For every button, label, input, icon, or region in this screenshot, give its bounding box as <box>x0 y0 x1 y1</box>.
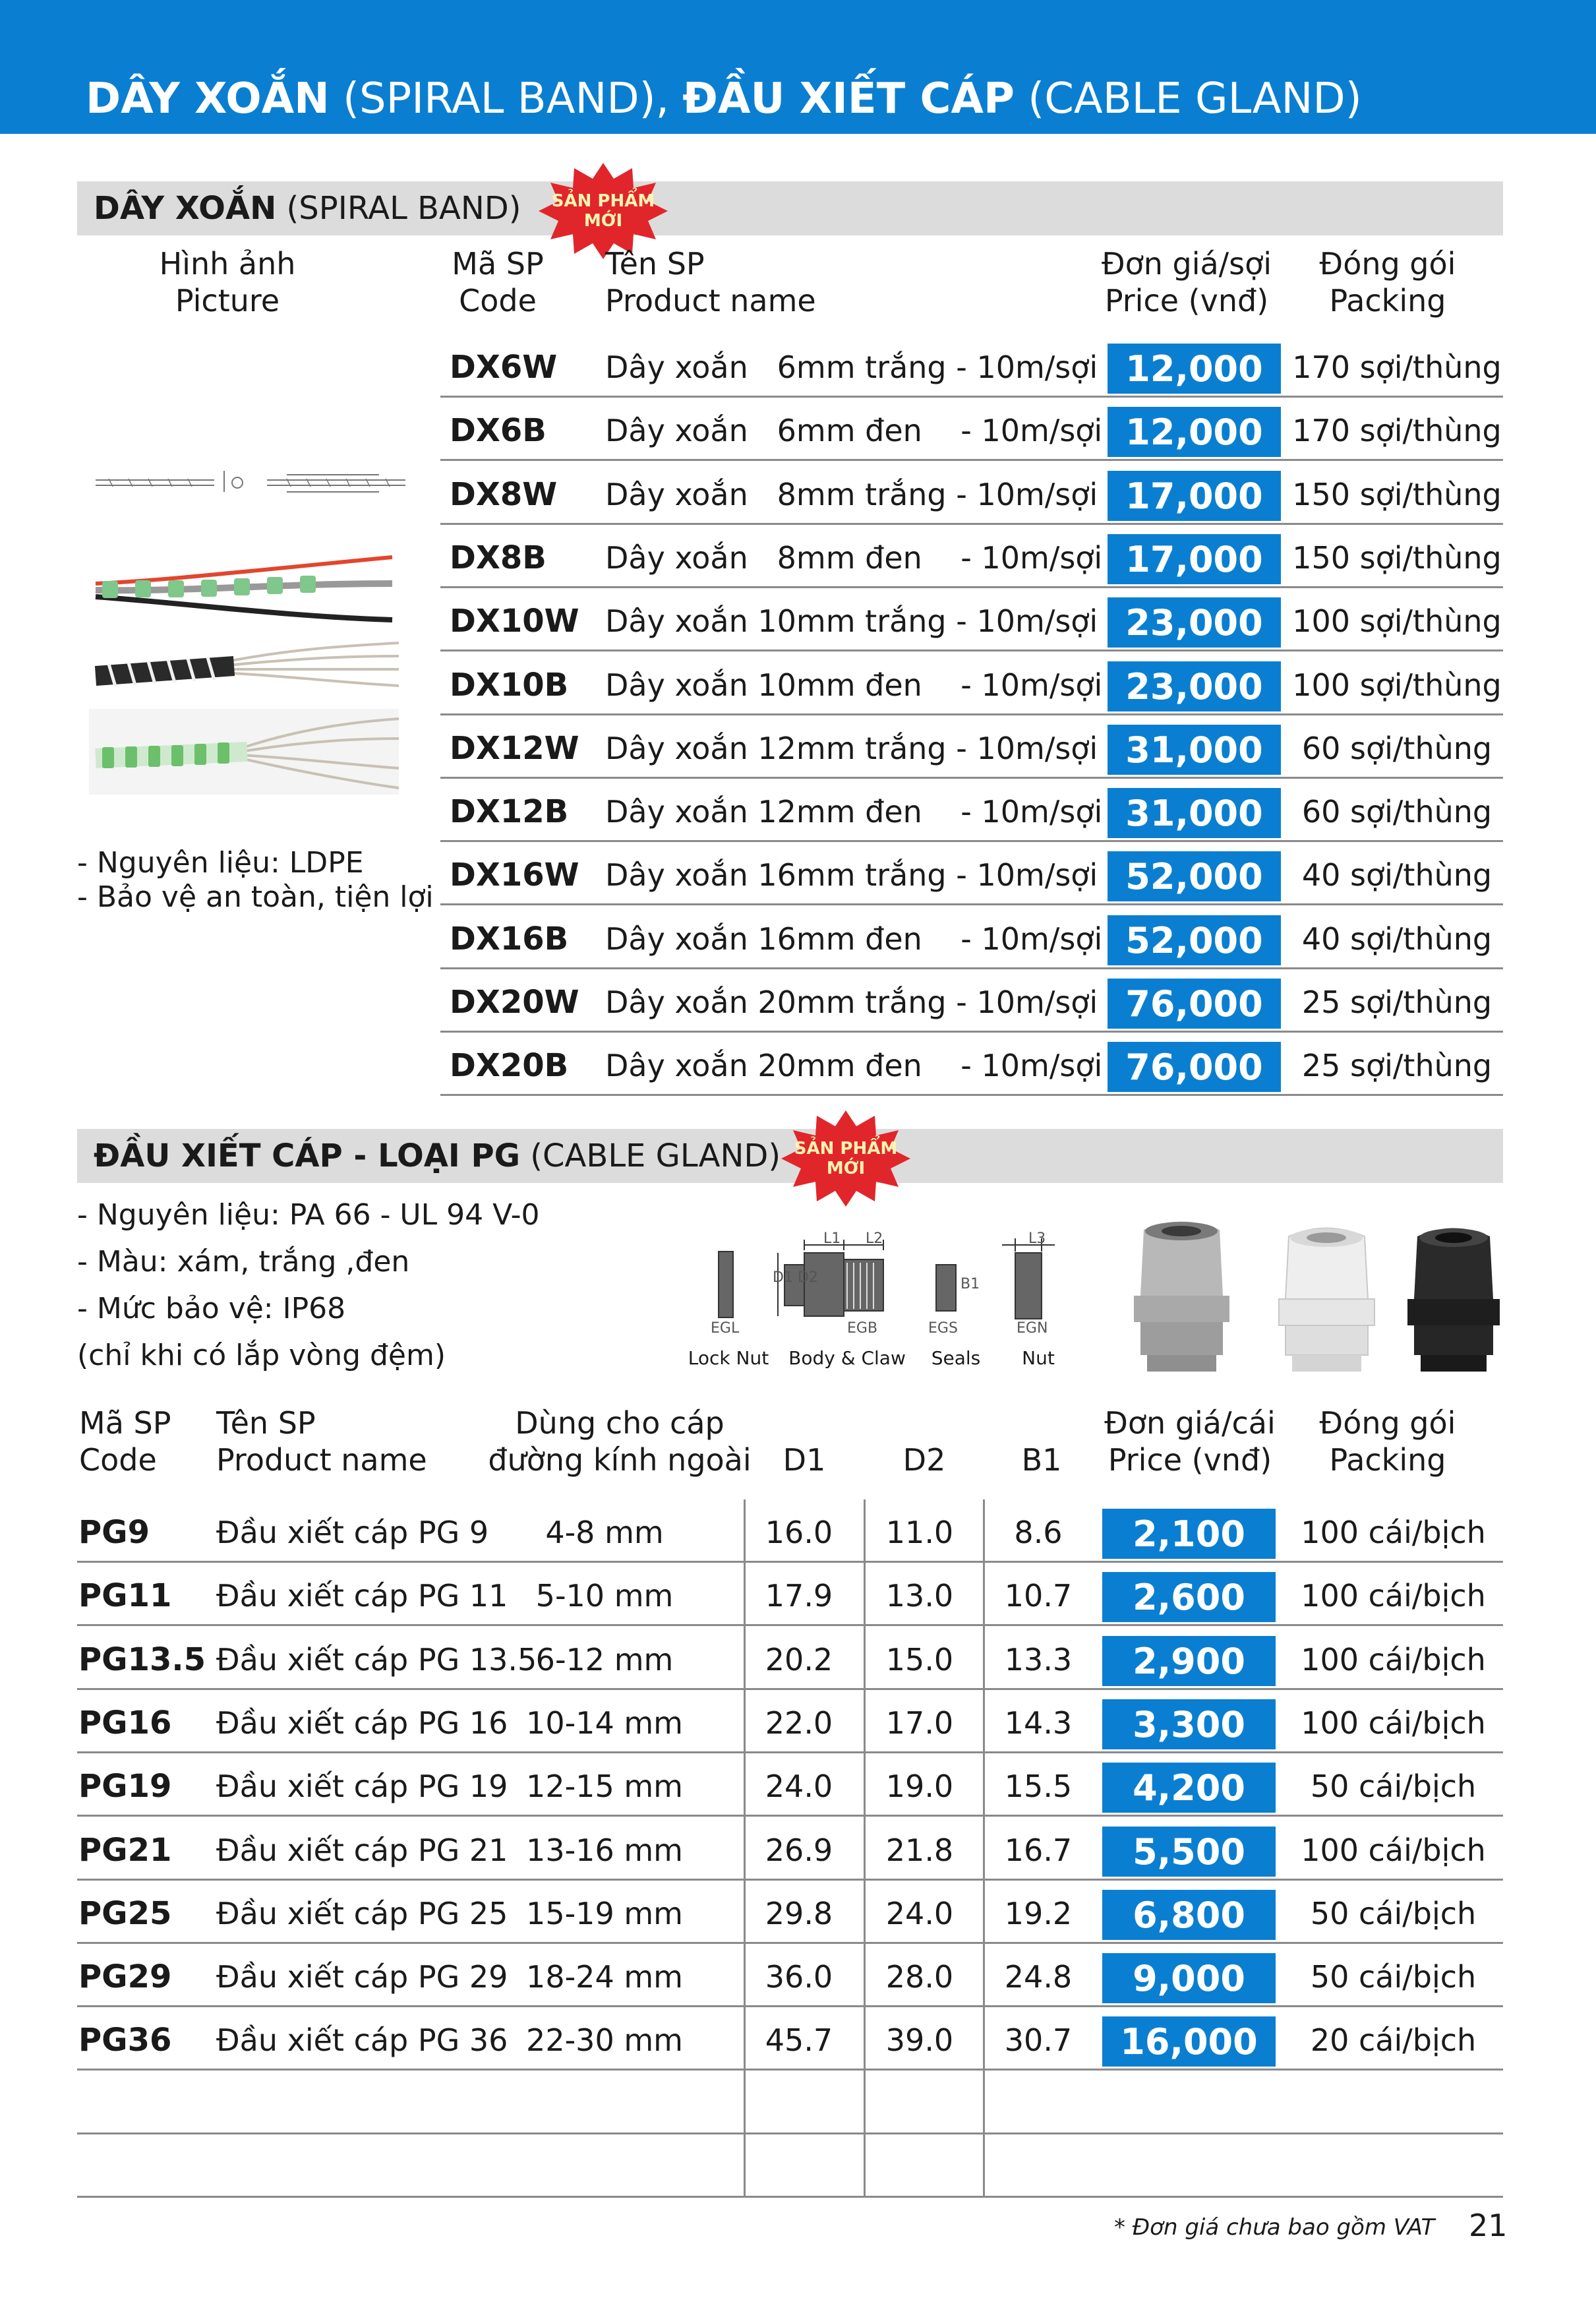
badge-line-1: SẢN PHẨM <box>551 191 655 211</box>
spiral-table-row <box>440 779 1503 842</box>
product-code: DX6B <box>450 412 547 450</box>
gland-note-seal: (chỉ khi có lắp vòng đệm) <box>77 1339 446 1372</box>
price-value: 31,000 <box>1108 725 1281 775</box>
dimension-d1: 29.8 <box>765 1895 833 1931</box>
spiral-band-photo-3 <box>89 709 399 795</box>
col-picture-vi: Hình ảnh <box>159 246 296 282</box>
gland-table-row <box>77 1627 1503 1690</box>
col-price-header <box>1094 245 1279 319</box>
packing-value: 25 sợi/thùng <box>1301 1048 1493 1084</box>
col-name-vi: Tên SP <box>605 246 705 282</box>
price-value: 2,100 <box>1102 1509 1276 1559</box>
dim-l3-label: L3 <box>1028 1230 1046 1247</box>
column-divider <box>864 1499 866 2198</box>
col-pack-vi: Đóng gói <box>1319 246 1456 282</box>
dimension-b1: 15.5 <box>1004 1769 1073 1805</box>
price-value: 76,000 <box>1108 1042 1281 1092</box>
col-pack-en: Packing <box>1329 283 1446 318</box>
spiral-table-row <box>440 334 1503 398</box>
product-name: Dây xoắn 10mm trắng - 10m/sợi <box>605 603 1098 640</box>
product-code: DX12W <box>450 729 579 767</box>
price-value: 9,000 <box>1102 1953 1276 2003</box>
price-value: 12,000 <box>1108 344 1281 394</box>
spiral-table-row <box>440 842 1503 905</box>
packing-value: 100 cái/bịch <box>1301 1641 1486 1678</box>
cable-diameter: 10-14 mm <box>526 1705 683 1741</box>
spiral-table-row <box>440 588 1503 651</box>
price-value: 12,000 <box>1108 407 1281 457</box>
gland-col-name-en: Product name <box>216 1442 427 1478</box>
dimension-b1: 10.7 <box>1004 1578 1073 1614</box>
dim-b1-label: B1 <box>961 1276 980 1292</box>
gland-col-pack-vi: Đóng gói <box>1319 1405 1456 1441</box>
dimension-d1: 22.0 <box>765 1705 833 1741</box>
packing-value: 20 cái/bịch <box>1310 2022 1477 2059</box>
page-title <box>86 66 1362 132</box>
dimension-b1: 16.7 <box>1004 1832 1073 1868</box>
packing-value: 25 sợi/thùng <box>1301 984 1493 1020</box>
col-pack-header <box>1299 245 1477 319</box>
gland-col-d1-header: D1 <box>783 1442 826 1478</box>
gland-col-price-header <box>1094 1405 1286 1478</box>
product-code: DX10W <box>450 603 579 640</box>
col-name-header <box>605 245 816 319</box>
gland-note-material: - Nguyên liệu: PA 66 - UL 94 V-0 <box>77 1198 540 1232</box>
col-code-vi: Mã SP <box>452 246 544 282</box>
packing-value: 50 cái/bịch <box>1310 1959 1477 1995</box>
gland-col-name-vi: Tên SP <box>216 1405 316 1441</box>
gland-table-row <box>77 1753 1503 1817</box>
spiral-band-photo-1 <box>89 544 399 630</box>
cable-diameter: 13-16 mm <box>526 1832 683 1868</box>
price-value: 52,000 <box>1108 915 1281 965</box>
price-value: 17,000 <box>1108 471 1281 521</box>
product-code: DX12B <box>450 793 569 831</box>
product-code: DX20W <box>450 984 579 1021</box>
gland-table-row <box>77 1690 1503 1753</box>
product-name: Dây xoắn 12mm trắng - 10m/sợi <box>605 730 1098 766</box>
product-name: Dây xoắn 10mm đen - 10m/sợi <box>605 667 1103 703</box>
product-name: Đầu xiết cáp PG 13.5 <box>216 1641 537 1678</box>
product-name: Đầu xiết cáp PG 16 <box>216 1705 508 1741</box>
price-value: 17,000 <box>1108 534 1281 584</box>
dim-l1-label: L1 <box>823 1230 841 1247</box>
gland-col-code-en: Code <box>79 1442 157 1478</box>
price-value: 23,000 <box>1108 597 1281 648</box>
product-code: DX20B <box>450 1047 569 1085</box>
packing-value: 100 sợi/thùng <box>1292 667 1502 703</box>
price-value: 3,300 <box>1102 1699 1276 1749</box>
packing-value: 150 sợi/thùng <box>1292 539 1502 576</box>
gland-table-row <box>77 1817 1503 1881</box>
packing-value: 50 cái/bịch <box>1310 1895 1477 1931</box>
badge-line-2: MỚI <box>826 1159 866 1178</box>
gland-table-row <box>77 1881 1503 1944</box>
packing-value: 170 sợi/thùng <box>1292 349 1502 385</box>
col-price-vi: Đơn giá/sợi <box>1101 246 1272 282</box>
packing-value: 60 sợi/thùng <box>1301 730 1493 766</box>
product-name: Đầu xiết cáp PG 36 <box>216 2022 508 2059</box>
product-code: DX8W <box>450 475 558 513</box>
gland-table-row <box>77 1563 1503 1626</box>
product-name: Dây xoắn 6mm trắng - 10m/sợi <box>605 349 1098 385</box>
badge-line-2: MỚI <box>583 211 623 231</box>
price-value: 2,900 <box>1102 1636 1276 1686</box>
dimension-d1: 16.0 <box>765 1515 833 1550</box>
dim-d1d2-label: D1 D2 <box>773 1269 818 1286</box>
spiral-section-bold: DÂY XOẮN <box>94 190 277 227</box>
gland-gray-photo <box>1124 1217 1239 1375</box>
dimension-d1: 45.7 <box>765 2022 833 2059</box>
part-lock-nut-label: Lock Nut <box>688 1347 769 1369</box>
dimension-b1: 30.7 <box>1004 2022 1073 2059</box>
gland-col-price-vi: Đơn giá/cái <box>1104 1405 1276 1441</box>
product-code: PG19 <box>78 1768 172 1805</box>
cable-diameter: 18-24 mm <box>526 1959 683 1995</box>
packing-value: 100 cái/bịch <box>1301 1515 1486 1550</box>
product-code: DX6W <box>450 349 558 386</box>
packing-value: 40 sợi/thùng <box>1301 921 1493 957</box>
column-divider <box>983 1499 985 2198</box>
product-name: Dây xoắn 20mm đen - 10m/sợi <box>605 1048 1103 1084</box>
gland-col-b1-header: B1 <box>1021 1442 1062 1478</box>
gland-note-color: - Màu: xám, trắng ,đen <box>77 1245 410 1279</box>
spiral-table-row <box>440 398 1503 461</box>
spiral-table-row <box>440 906 1503 969</box>
product-name: Đầu xiết cáp PG 19 <box>216 1769 508 1805</box>
dimension-d2: 24.0 <box>885 1895 954 1931</box>
dimension-b1: 24.8 <box>1004 1959 1073 1995</box>
price-value: 76,000 <box>1108 979 1281 1029</box>
packing-value: 50 cái/bịch <box>1310 1769 1477 1805</box>
col-picture-en: Picture <box>175 283 280 318</box>
spiral-section-light: (SPIRAL BAND) <box>276 190 521 227</box>
dimension-d1: 36.0 <box>765 1959 833 1995</box>
spiral-table-row <box>440 462 1503 525</box>
col-price-en: Price (vnđ) <box>1104 283 1269 318</box>
title-light-1: (SPIRAL BAND), <box>329 75 683 123</box>
dimension-d2: 11.0 <box>885 1515 954 1550</box>
price-value: 2,600 <box>1102 1572 1276 1622</box>
dimension-d2: 15.0 <box>885 1641 954 1678</box>
gland-col-name-header <box>216 1405 427 1478</box>
spiral-table-row <box>440 715 1503 779</box>
cable-diameter: 12-15 mm <box>526 1769 683 1805</box>
title-light-2: (CABLE GLAND) <box>1014 75 1362 123</box>
gland-col-cable-header <box>488 1405 752 1478</box>
cable-diameter: 22-30 mm <box>526 2022 683 2059</box>
dimension-d2: 39.0 <box>885 2022 954 2059</box>
dimension-d1: 24.0 <box>765 1769 833 1805</box>
row-divider <box>77 2196 1503 2198</box>
part-nut-label: Nut <box>1022 1347 1055 1369</box>
part-body-claw-label: Body & Claw <box>788 1347 906 1369</box>
product-name: Đầu xiết cáp PG 9 <box>216 1515 489 1550</box>
spiral-table-row <box>440 652 1503 715</box>
product-code: DX10B <box>450 666 569 704</box>
part-seals-label: Seals <box>931 1347 981 1369</box>
price-value: 4,200 <box>1102 1763 1276 1813</box>
dim-l2-label: L2 <box>866 1230 883 1247</box>
price-value: 23,000 <box>1108 661 1281 711</box>
gland-white-photo <box>1269 1223 1384 1375</box>
packing-value: 100 cái/bịch <box>1301 1578 1486 1614</box>
part-code-egl: EGL <box>711 1320 740 1337</box>
dimension-d2: 21.8 <box>885 1832 954 1868</box>
product-name: Dây xoắn 20mm trắng - 10m/sợi <box>605 984 1098 1020</box>
product-name: Đầu xiết cáp PG 11 <box>216 1578 508 1614</box>
col-code-en: Code <box>459 283 537 318</box>
price-value: 52,000 <box>1108 851 1281 901</box>
product-code: DX16W <box>450 857 579 894</box>
col-name-en: Product name <box>605 283 816 318</box>
row-divider <box>440 1094 1503 1096</box>
dimension-d2: 13.0 <box>885 1578 954 1614</box>
spiral-table-row <box>440 525 1503 588</box>
product-code: PG25 <box>78 1894 172 1932</box>
packing-value: 100 cái/bịch <box>1301 1832 1486 1868</box>
cable-diameter: 5-10 mm <box>535 1578 674 1614</box>
gland-col-code-vi: Mã SP <box>79 1405 171 1441</box>
part-code-egn: EGN <box>1017 1320 1048 1337</box>
gland-empty-row <box>77 2071 1503 2134</box>
product-name: Dây xoắn 16mm trắng - 10m/sợi <box>605 857 1098 893</box>
part-code-egs: EGS <box>928 1320 958 1337</box>
gland-section-title <box>94 1129 781 1183</box>
product-name: Dây xoắn 8mm trắng - 10m/sợi <box>605 476 1098 512</box>
packing-value: 60 sợi/thùng <box>1301 794 1493 830</box>
product-code: PG21 <box>78 1831 172 1869</box>
gland-col-pack-en: Packing <box>1329 1442 1446 1478</box>
gland-col-d2-header: D2 <box>902 1442 946 1478</box>
spiral-table-row <box>440 969 1503 1033</box>
gland-black-photo <box>1401 1223 1506 1375</box>
spiral-note-material: - Nguyên liệu: LDPE <box>77 846 364 880</box>
product-name: Đầu xiết cáp PG 29 <box>216 1959 508 1995</box>
packing-value: 170 sợi/thùng <box>1292 413 1502 449</box>
gland-col-cable-vi2: đường kính ngoài <box>488 1442 752 1478</box>
gland-empty-row <box>77 2134 1503 2198</box>
packing-value: 100 cái/bịch <box>1301 1705 1486 1741</box>
gland-table-row <box>77 1499 1503 1563</box>
col-code-header <box>448 245 547 319</box>
dimension-d2: 17.0 <box>885 1705 954 1741</box>
dimension-d2: 19.0 <box>885 1769 954 1805</box>
dimension-d1: 17.9 <box>765 1578 833 1614</box>
product-name: Dây xoắn 8mm đen - 10m/sợi <box>605 539 1103 576</box>
gland-parts-diagram <box>699 1226 1075 1332</box>
product-code: PG36 <box>78 2022 172 2059</box>
gland-col-pack-header <box>1299 1405 1477 1478</box>
badge-line-1: SẢN PHẨM <box>794 1139 898 1159</box>
price-value: 31,000 <box>1108 788 1281 838</box>
packing-value: 40 sợi/thùng <box>1301 857 1493 893</box>
price-value: 6,800 <box>1102 1890 1276 1940</box>
dimension-d1: 26.9 <box>765 1832 833 1868</box>
price-value: 16,000 <box>1102 2016 1276 2067</box>
product-code: PG16 <box>78 1704 172 1741</box>
page-number: 21 <box>1469 2208 1508 2243</box>
gland-col-price-en: Price (vnđ) <box>1108 1442 1272 1478</box>
gland-col-code-header <box>79 1405 171 1478</box>
dimension-b1: 19.2 <box>1004 1895 1073 1931</box>
spiral-dimension-drawing <box>89 462 419 495</box>
product-name: Đầu xiết cáp PG 25 <box>216 1895 508 1931</box>
title-bold-2: ĐẦU XIẾT CÁP <box>682 75 1015 123</box>
product-code: PG9 <box>78 1514 150 1551</box>
product-name: Dây xoắn 12mm đen - 10m/sợi <box>605 794 1103 830</box>
dimension-b1: 13.3 <box>1004 1641 1073 1678</box>
product-code: DX16B <box>450 920 569 957</box>
gland-section-bold: ĐẦU XIẾT CÁP - LOẠI PG <box>94 1137 521 1174</box>
packing-value: 100 sợi/thùng <box>1292 603 1502 640</box>
packing-value: 150 sợi/thùng <box>1292 476 1502 512</box>
title-bold-1: DÂY XOẮN <box>86 75 330 123</box>
spiral-note-safety: - Bảo vệ an toàn, tiện lợi <box>77 880 434 914</box>
cable-diameter: 4-8 mm <box>545 1515 664 1550</box>
vat-note: * Đơn giá chưa bao gồm VAT <box>1114 2214 1435 2241</box>
gland-note-ip: - Mức bảo vệ: IP68 <box>77 1292 346 1325</box>
col-picture-header <box>152 245 303 319</box>
dimension-d2: 28.0 <box>885 1959 954 1995</box>
product-code: PG11 <box>78 1577 172 1615</box>
spiral-section-title <box>94 181 521 235</box>
cable-diameter: 6-12 mm <box>535 1641 674 1678</box>
column-divider <box>744 1499 746 2198</box>
dimension-d1: 20.2 <box>765 1641 833 1678</box>
product-code: DX8B <box>450 539 547 576</box>
gland-col-cable-vi1: Dùng cho cáp <box>515 1405 724 1441</box>
new-product-badge-2 <box>780 1109 912 1208</box>
spiral-band-photo-2 <box>89 636 399 709</box>
dimension-b1: 8.6 <box>1014 1515 1063 1550</box>
product-code: PG29 <box>78 1958 172 1996</box>
spiral-table-row <box>440 1033 1503 1096</box>
gland-table-row <box>77 2007 1503 2071</box>
product-code: PG13.5 <box>78 1641 206 1678</box>
price-value: 5,500 <box>1102 1827 1276 1877</box>
dimension-b1: 14.3 <box>1004 1705 1073 1741</box>
gland-section-light: (CABLE GLAND) <box>520 1137 781 1174</box>
gland-table-row <box>77 1944 1503 2007</box>
product-name: Dây xoắn 16mm đen - 10m/sợi <box>605 921 1103 957</box>
product-name: Đầu xiết cáp PG 21 <box>216 1832 508 1868</box>
product-name: Dây xoắn 6mm đen - 10m/sợi <box>605 413 1103 449</box>
part-code-egb: EGB <box>847 1320 878 1337</box>
cable-diameter: 15-19 mm <box>526 1895 683 1931</box>
